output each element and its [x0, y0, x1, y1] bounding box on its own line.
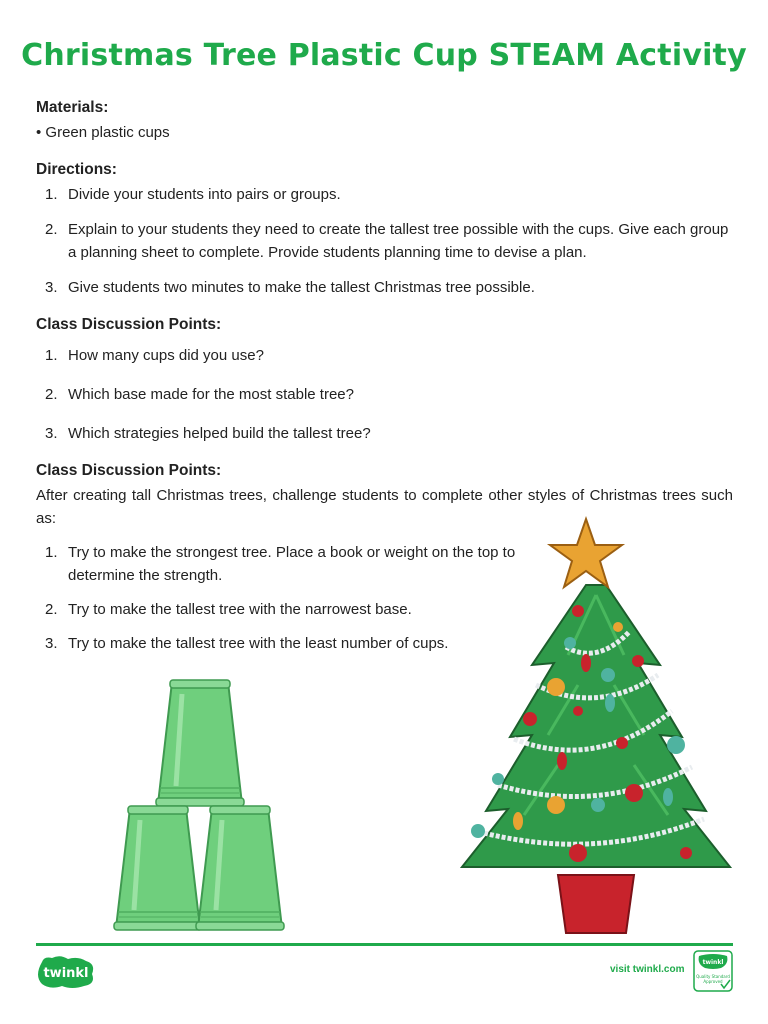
stacked-cups-illustration	[110, 676, 290, 932]
materials-item: • Green plastic cups	[36, 124, 170, 141]
star-icon	[550, 519, 622, 587]
twinkl-logo[interactable]	[36, 956, 96, 988]
badge-line1: Quality Standard	[696, 974, 730, 979]
materials-section	[36, 96, 733, 144]
discussion-section-1	[36, 313, 733, 445]
discussion-list	[36, 344, 733, 445]
list-item: 2. Which base made for the most stable tree?	[45, 386, 354, 403]
list-item: 3. Give students two minutes to make the tallest Christmas tree possible.	[45, 279, 535, 296]
directions-heading: Directions:	[36, 161, 117, 178]
discussion-heading: Class Discussion Points:	[36, 462, 222, 479]
page-title: Christmas Tree Plastic Cup STEAM Activity	[21, 38, 747, 73]
discussion-intro: After creating tall Christmas trees, challenge students to complete other styles of Christmas trees such as:	[36, 487, 733, 527]
cup-right	[196, 806, 284, 930]
christmas-tree-illustration	[458, 515, 734, 937]
tree-body	[462, 585, 730, 867]
directions-section	[36, 158, 733, 299]
visit-link[interactable]: visit twinkl.com	[610, 964, 685, 975]
footer-divider	[36, 943, 733, 946]
materials-heading: Materials:	[36, 99, 109, 116]
cup-top	[156, 680, 244, 806]
logo-text: twinkl	[43, 966, 89, 981]
tree-pot	[558, 875, 634, 933]
quality-badge	[693, 950, 733, 992]
badge-brand: twinkl	[702, 959, 724, 966]
cup-left	[114, 806, 202, 930]
list-item: 1. Divide your students into pairs or groups.	[45, 186, 341, 203]
list-item: 2. Try to make the tallest tree with the narrowest base.	[45, 601, 412, 618]
directions-list	[36, 183, 733, 299]
discussion-heading: Class Discussion Points:	[36, 316, 222, 333]
list-item: 3. Which strategies helped build the tallest tree?	[45, 425, 371, 442]
list-item: 3. Try to make the tallest tree with the least number of cups.	[45, 635, 449, 652]
list-item: 2. Explain to your students they need to create the tallest tree possible with the cups. Give each group a planning sheet to complete. Provide students planning time to devise a plan.	[45, 221, 729, 261]
list-item: 1. Try to make the strongest tree. Place a book or weight on the top to determine the strength.	[45, 544, 516, 584]
list-item: 1. How many cups did you use?	[45, 347, 264, 364]
badge-line2: Approved	[703, 979, 723, 984]
